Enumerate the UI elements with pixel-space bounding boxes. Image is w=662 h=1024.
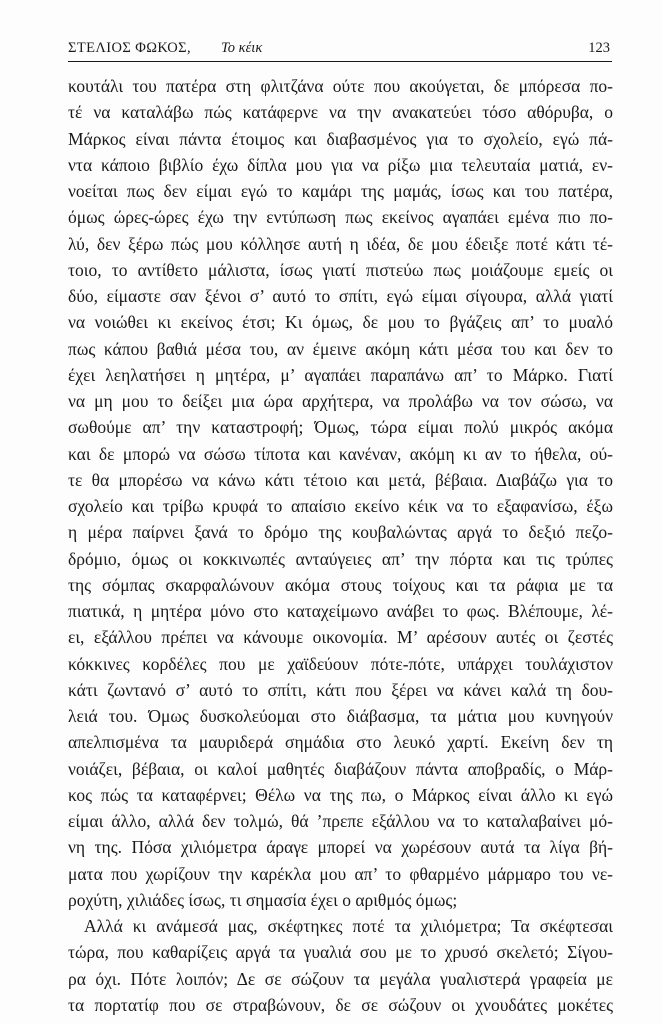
text-line: να μη μου το δείξει μια ώρα αρχήτερα, να προλάβω να τον σώσω, να (68, 391, 613, 411)
text-line: η μέρα παίρνει ξανά το δρόμο της κουβαλώντας αργά το δεξιό πεζο- (68, 522, 613, 543)
text-line: ει, εξάλλου πρέπει να κάνουμε οικονομία. Μ’ αρέσουν αυτές οι ζεστές (68, 627, 613, 648)
text-line: πιατικά, η μητέρα μόνο στο καταχείμωνο ανάβει το φως. Βλέπουμε, λέ- (68, 601, 613, 621)
text-line: νοιάζει, βέβαια, οι καλοί μαθητές διαβάζουν πάντα αποβραδίς, ο Μάρ- (68, 758, 613, 779)
body-text (68, 73, 613, 1018)
text-line: να νοιώθει κι εκείνος έτσι; Κι όμως, δε μου το βγάζεις απ’ το μυαλό (68, 312, 613, 333)
text-line: έχει λεηλατήσει η μητέρα, μ’ αγαπάει παραπάνω απ’ το Μάρκο. Γιατί (68, 364, 613, 385)
text-line: τα πορτατίφ που σε στραβώνουν, δε σε σώζουν οι χνουδάτες μοκέτες (68, 994, 613, 1015)
header-author: ΣΤΕΛΙΟΣ ΦΩΚΟΣ, (68, 40, 192, 56)
text-line: τοιο, το αντίθετο μάλιστα, ίσως γιατί πιστεύω πως μοιάζουμε εμείς οι (68, 259, 613, 280)
text-line: κάτι ζωντανό σ’ αυτό το σπίτι, κάτι που ξέρει να κάνει καλά τη δου- (68, 679, 613, 700)
text-line: απελπισμένα τα μαυριδερά σημάδια στο λευκό χαρτί. Εκείνη δεν τη (68, 732, 613, 753)
text-line: πως κάπου βαθιά μέσα του, αν έμεινε ακόμη κάτι μέσα του και δεν το (68, 338, 613, 359)
text-line: τέ να καταλάβω πώς κατάφερνε να την ανακατεύει τόσο αθόρυβα, ο (68, 102, 613, 123)
header-book-title: Το κέικ (221, 40, 263, 56)
text-line: Μάρκος είναι πάντα έτοιμος και διαβασμένος για το σχολείο, εγώ πά- (68, 128, 613, 149)
text-line: της σόμπας σκαρφαλώνουν ακόμα στους τοίχους και τα ράφια με τα (68, 574, 613, 595)
text-line: σχολείο και τρίβω κρυφά το απαίσιο εκείνο κέικ να το εξαφανίσω, έξω (68, 496, 613, 516)
text-line: κόκκινες κορδέλες που με χαϊδεύουν πότε-πότε, υπάρχει τουλάχιστον (68, 653, 613, 674)
text-line: ματα που χωρίζουν την καρέκλα μου απ’ το φθαρμένο μάρμαρο του νε- (68, 863, 613, 884)
text-line: λύ, δεν ξέρω πώς μου κόλλησε αυτή η ιδέα, δε μου έδειξε ποτέ κάτι τέ- (68, 233, 613, 254)
paragraph-start-line: Αλλά κι ανάμεσά μας, σκέφτηκες ποτέ τα χιλιόμετρα; Τα σκέφτεσαι (84, 916, 613, 936)
text-line: τώρα, που καθαρίζεις αργά τα γυαλιά σου με το χρυσό σκελετό; Σίγου- (68, 942, 613, 963)
text-line: λειά του. Όμως δυσκολεύομαι στο διάβασμα, τα μάτια μου κυνηγούν (68, 706, 613, 726)
text-line: νοείται πως δεν είμαι εγώ το καμάρι της μαμάς, ίσως και του πατέρα, (68, 181, 613, 201)
text-line: κουτάλι του πατέρα στη φλιτζάνα ούτε που ακούγεται, δε μπόρεσα πο- (68, 76, 613, 96)
running-header (68, 37, 612, 62)
text-line: τε θα μπορέσω να κάνω κάτι τέτοιο και μετά, βέβαια. Διαβάζω για το (68, 469, 613, 490)
text-line: όμως ώρες-ώρες έχω την εντύπωση πως εκείνος αγαπάει εμένα πιο πο- (68, 207, 613, 228)
text-line: και δε μπορώ να σώσω τίποτα και κανέναν, ακόμη κι αν το ήθελα, ού- (68, 443, 613, 464)
text-line: σωθούμε απ’ την καταστροφή; Όμως, τώρα είμαι πολύ μικρός ακόμα (68, 417, 613, 438)
page-number: 123 (588, 40, 610, 56)
text-line: ντα κάποιο βιβλίο έχω δίπλα μου για να ρίξω μια τελευταία ματιά, εν- (68, 154, 613, 175)
text-line: κος πώς τα καταφέρνει; Θέλω να της πω, ο Μάρκος είναι άλλο κι εγώ (68, 784, 613, 805)
text-line: είμαι άλλο, αλλά δεν τολμώ, θά ’πρεπε εξάλλου να το καταλαβαίνει μό- (68, 811, 613, 831)
text-line: δύο, είμαστε σαν ξένοι σ’ αυτό το σπίτι, εγώ είμαι σίγουρα, αλλά γιατί (68, 286, 613, 306)
text-line: δρόμιο, όμως οι κοκκινωπές ανταύγειες απ’ την πόρτα και τις τρύπες (68, 548, 613, 569)
text-line: ρα όχι. Πότε λοιπόν; Δε σε σώζουν τα μεγάλα γυαλιστερά γραφεία με (68, 968, 613, 989)
text-line: νη της. Πόσα χιλιόμετρα άραγε μπορεί να χωρέσουν αυτά τα λίγα βή- (68, 837, 613, 858)
paragraph-end-line: ροχύτη, χιλιάδες ίσως, τι σημασία έχει ο αριθμός όμως; (68, 889, 458, 910)
